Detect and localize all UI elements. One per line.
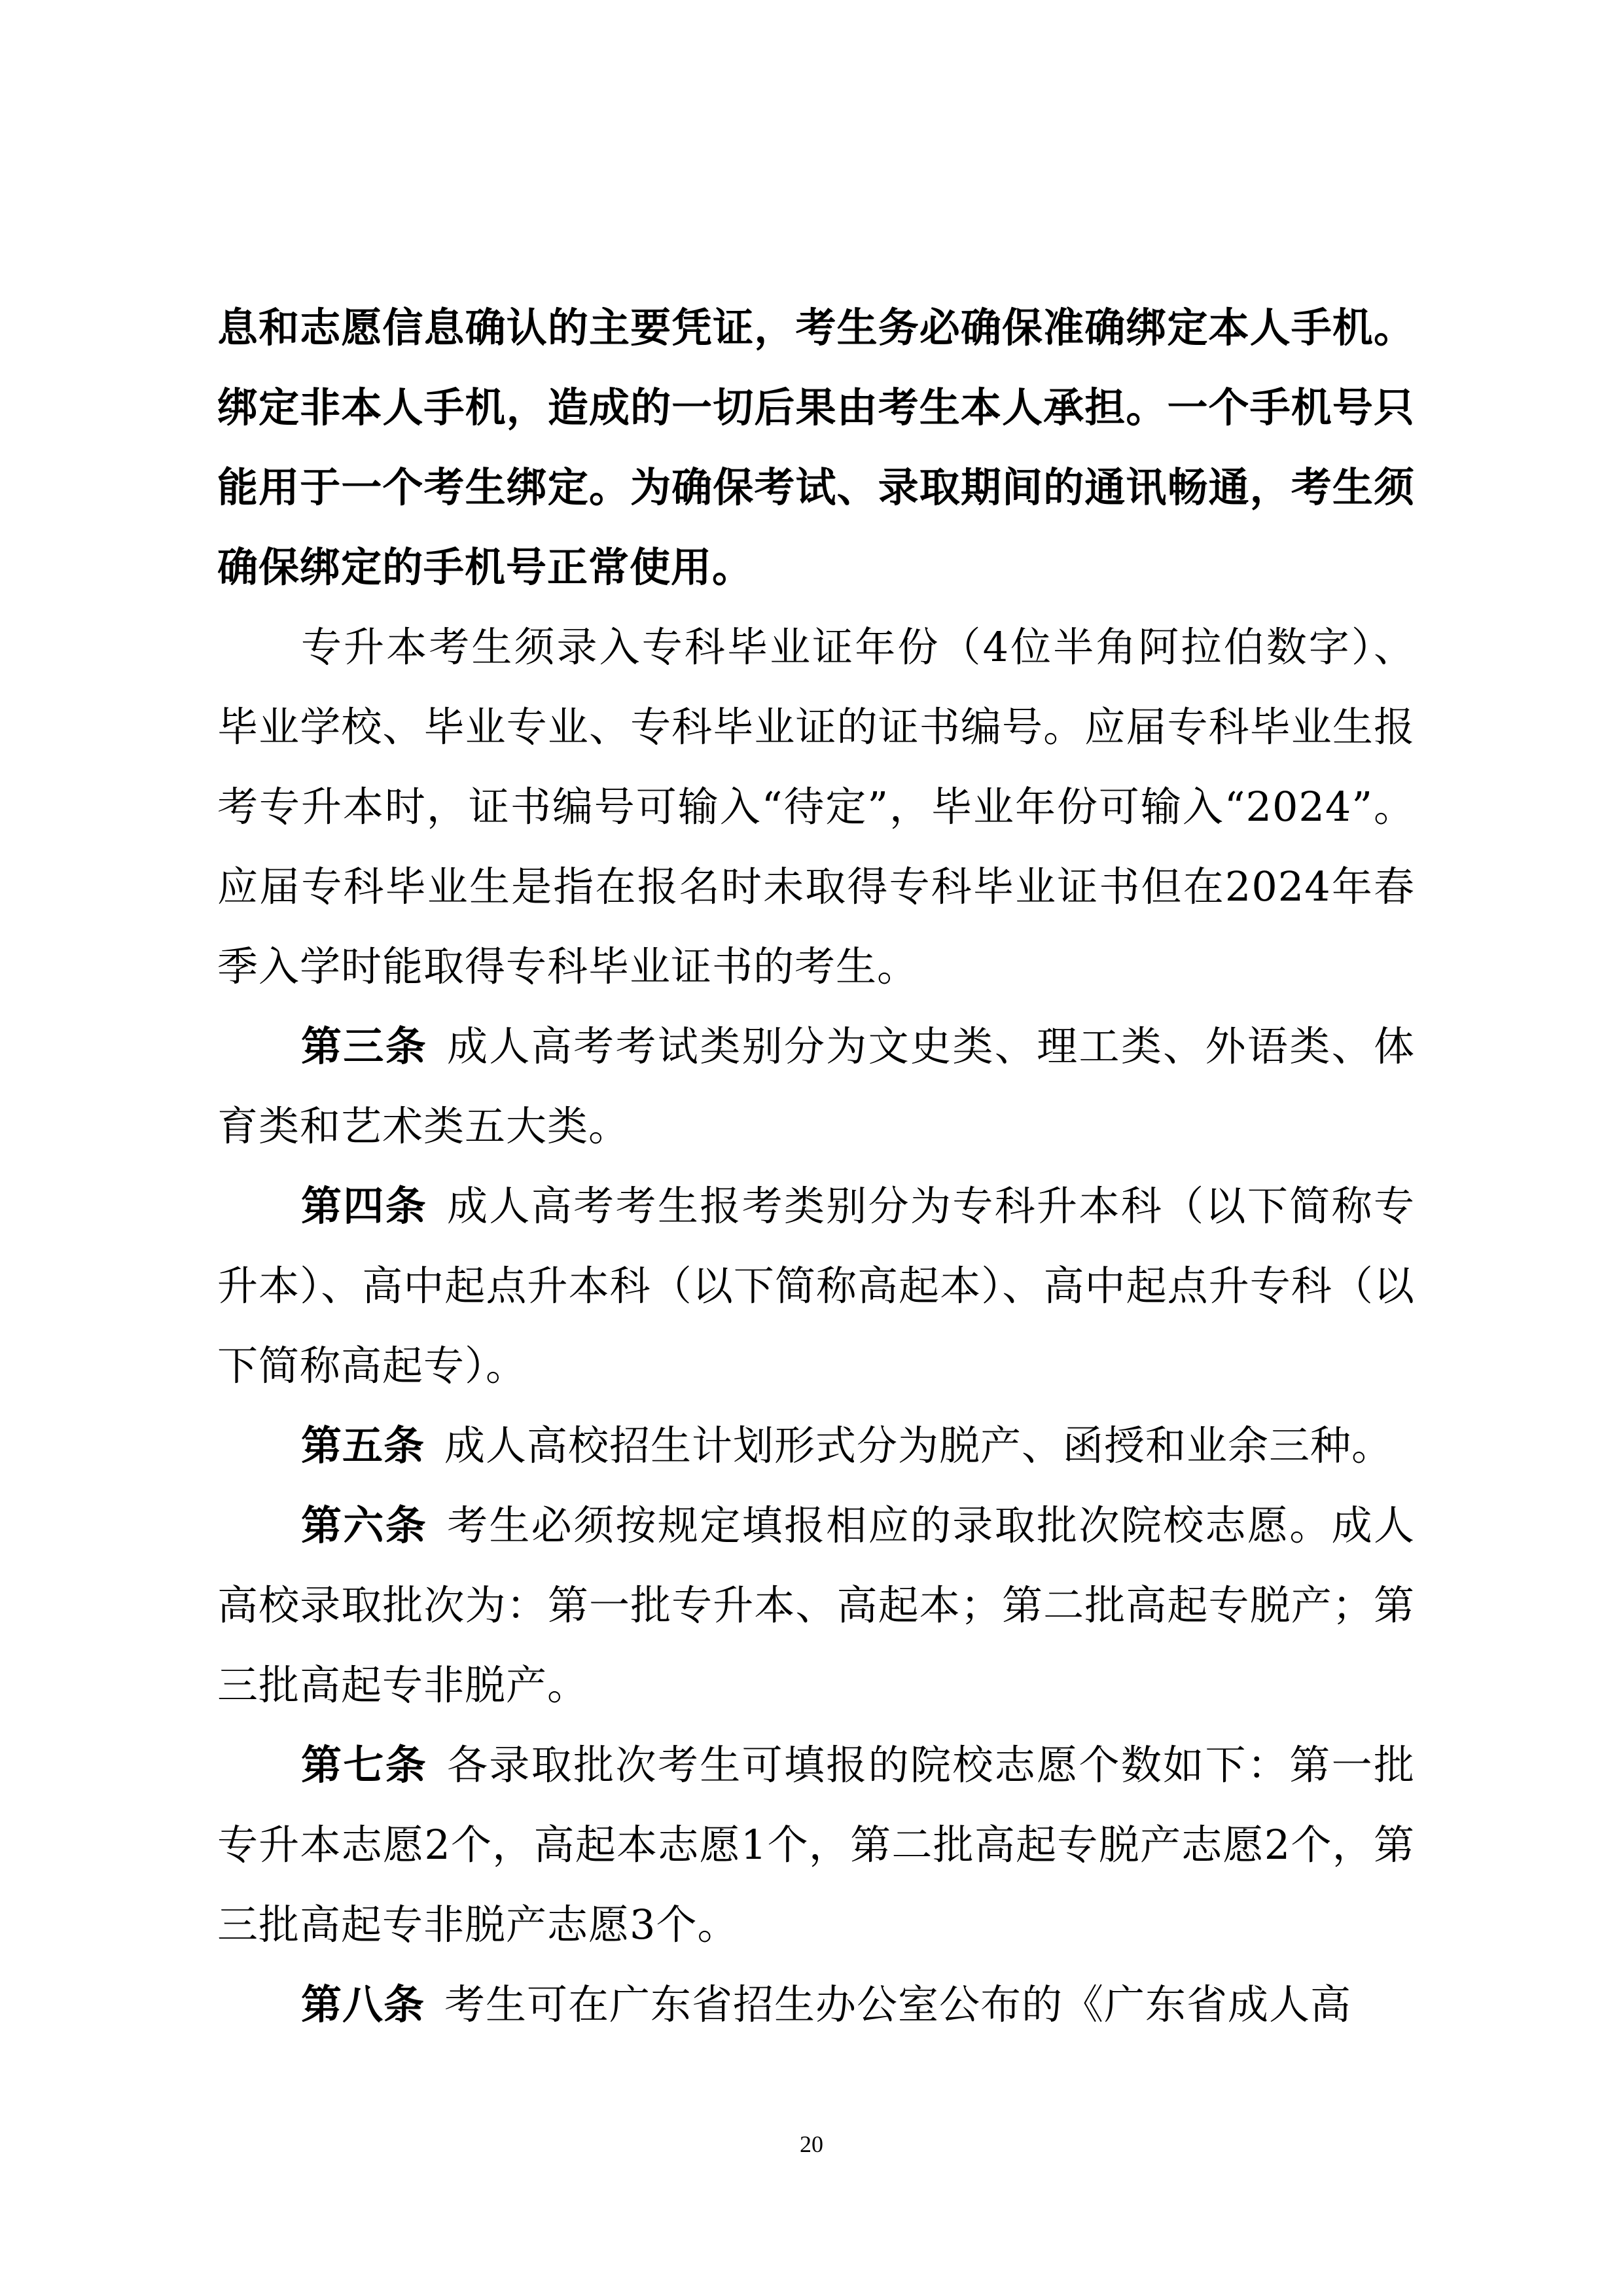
article-5-heading: 第五条 xyxy=(301,1422,425,1469)
article-6-text: 考生必须按规定填报相应的录取批次院校志愿。成人高校录取批次为：第一批专升本、高起本；第二批高起专脱产；第三批高起专非脱产。 xyxy=(217,1501,1415,1709)
document-body xyxy=(217,288,1415,2045)
article-8-heading: 第八条 xyxy=(301,1981,425,2028)
article-8 xyxy=(217,1965,1415,2045)
page-number: 20 xyxy=(800,2131,823,2157)
article-5-text: 成人高校招生计划形式分为脱产、函授和业余三种。 xyxy=(444,1422,1393,1469)
article-3-text: 成人高考考试类别分为文史类、理工类、外语类、体育类和艺术类五大类。 xyxy=(217,1022,1415,1150)
article-6 xyxy=(217,1486,1415,1725)
paragraph-diploma-info: 专升本考生须录入专科毕业证年份（4位半角阿拉伯数字）、毕业学校、毕业专业、专科毕业证的证书编号。应届专科毕业生报考专升本时，证书编号可输入“待定”，毕业年份可输入“2024”。应届专科毕业生是指在报名时未取得专科毕业证书但在2024年春季入学时能取得专科毕业证书的考生。 xyxy=(217,623,1415,990)
paragraph-phone-binding: 息和志愿信息确认的主要凭证，考生务必确保准确绑定本人手机。绑定非本人手机，造成的一切后果由考生本人承担。一个手机号只能用于一个考生绑定。为确保考试、录取期间的通讯畅通，考生须确保绑定的手机号正常使用。 xyxy=(217,304,1415,591)
article-5 xyxy=(217,1406,1415,1486)
article-4 xyxy=(217,1166,1415,1406)
article-6-heading: 第六条 xyxy=(301,1501,428,1549)
article-8-text: 考生可在广东省招生办公室公布的《广东省成人高 xyxy=(444,1981,1352,2028)
article-4-text: 成人高考考生报考类别分为专科升本科（以下简称专升本）、高中起点升本科（以下简称高起本）、高中起点升专科（以下简称高起专）。 xyxy=(217,1182,1415,1390)
article-7-text: 各录取批次考生可填报的院校志愿个数如下：第一批专升本志愿2个，高起本志愿1个，第二批高起专脱产志愿2个，第三批高起专非脱产志愿3个。 xyxy=(217,1741,1415,1948)
article-7-heading: 第七条 xyxy=(301,1741,428,1789)
article-7 xyxy=(217,1725,1415,1965)
article-3-heading: 第三条 xyxy=(301,1022,428,1070)
article-3 xyxy=(217,1007,1415,1166)
article-4-heading: 第四条 xyxy=(301,1182,428,1230)
